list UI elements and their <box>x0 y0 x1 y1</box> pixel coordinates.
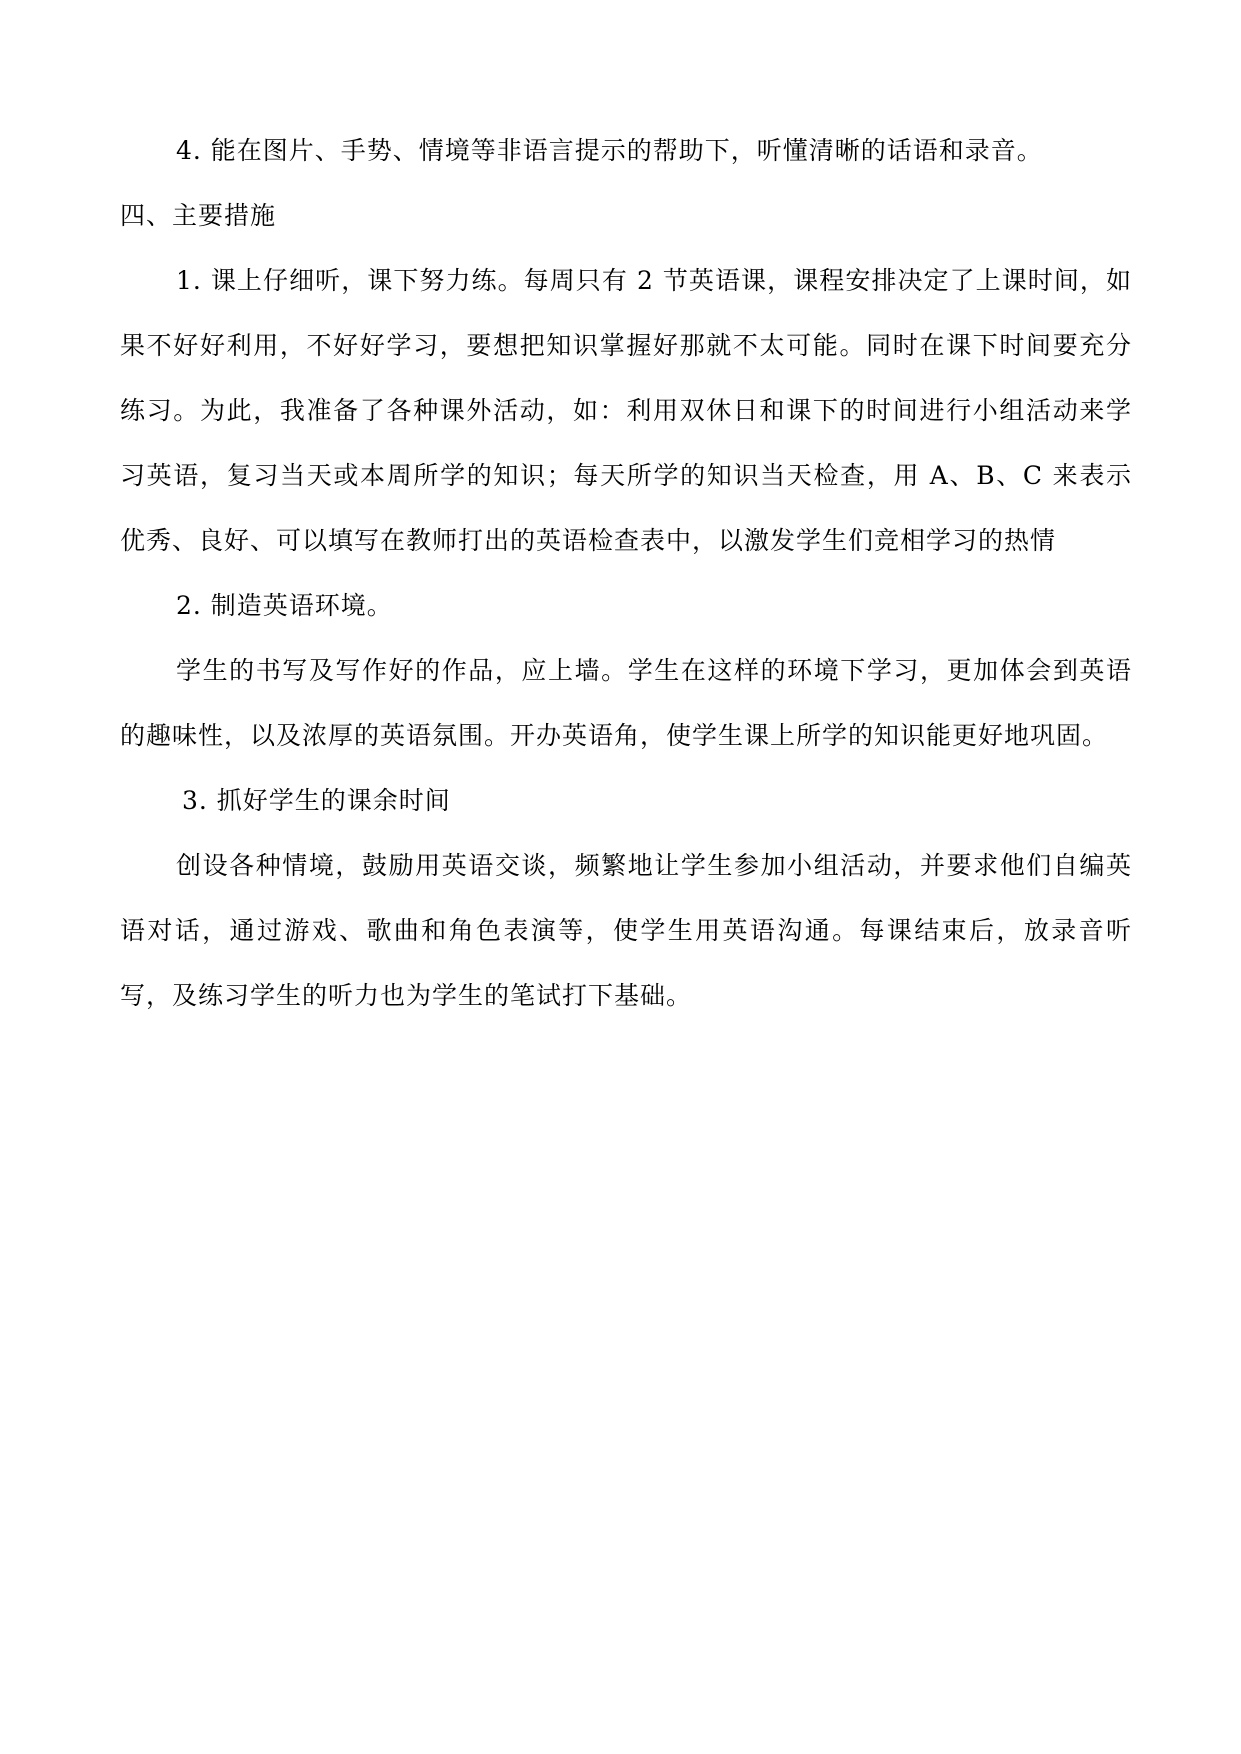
measure-1-paragraph: 1. 课上仔细听，课下努力练。每周只有 2 节英语课，课程安排决定了上课时间，如果不好好利用，不好好学习，要想把知识掌握好那就不太可能。同时在课下时间要充分练习。为此，我准备了各种课外活动，如：利用双休日和课下的时间进行小组活动来学习英语，复习当天或本周所学的知识；每天所学的知识当天检查，用 A、B、C 来表示优秀、良好、可以填写在教师打出的英语检查表中，以激发学生们竞相学习的热情 <box>120 266 1132 555</box>
measure-2-title: 2. 制造英语环境。 <box>176 591 393 620</box>
section-heading-main-measures: 四、主要措施 <box>120 201 277 230</box>
measure-3-paragraph: 创设各种情境，鼓励用英语交谈，频繁地让学生参加小组活动，并要求他们自编英语对话，通过游戏、歌曲和角色表演等，使学生用英语沟通。每课结束后，放录音听写，及练习学生的听力也为学生的笔试打下基础。 <box>120 851 1132 1010</box>
measure-3-title: 3. 抓好学生的课余时间 <box>182 786 451 815</box>
measure-2-paragraph: 学生的书写及写作好的作品，应上墙。学生在这样的环境下学习，更加体会到英语的趣味性，以及浓厚的英语氛围。开办英语角，使学生课上所学的知识能更好地巩固。 <box>120 656 1132 750</box>
list-item-4: 4. 能在图片、手势、情境等非语言提示的帮助下，听懂清晰的话语和录音。 <box>176 136 1043 165</box>
document-body <box>120 118 1132 1028</box>
